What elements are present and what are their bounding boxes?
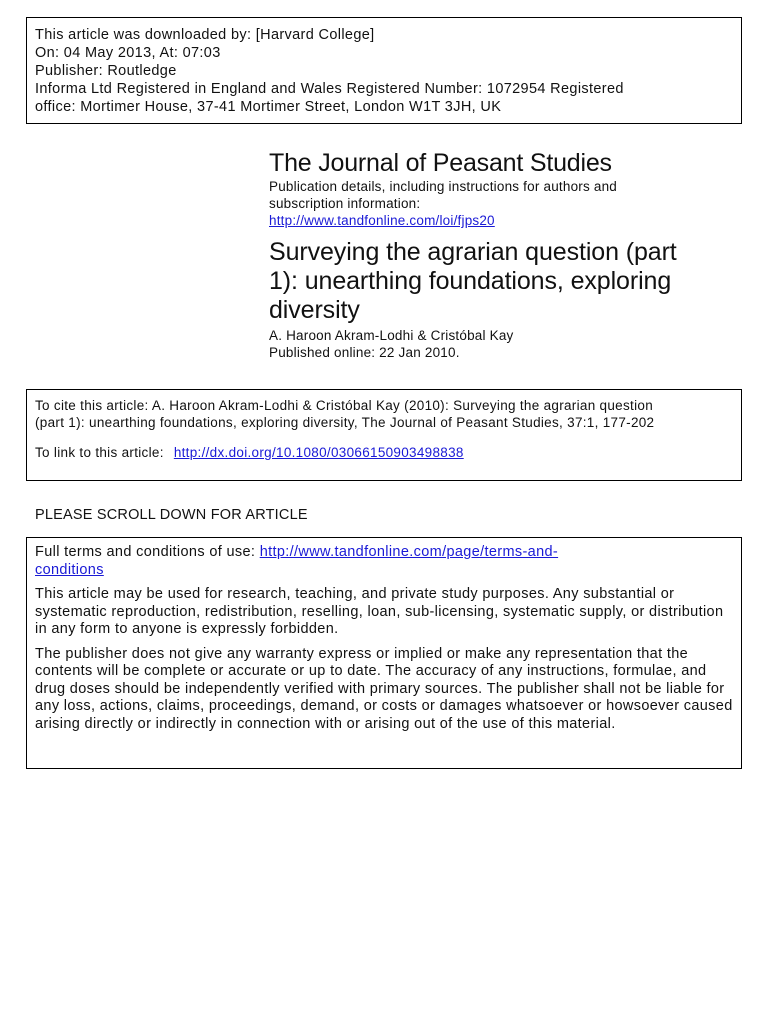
terms-usage-paragraph: This article may be used for research, teaching, and private study purposes. Any substantial or systematic reproduction, redistribution, reselling, loan, sub-licensing, systematic supply, or distribution in any form to anyone is expressly forbidden. xyxy=(35,586,724,637)
journal-url-link[interactable]: http://www.tandfonline.com/loi/fjps20 xyxy=(269,213,495,228)
office-address-line: office: Mortimer House, 37-41 Mortimer Street, London W1T 3JH, UK xyxy=(35,99,502,115)
article-authors: A. Haroon Akram-Lodhi & Cristóbal Kay xyxy=(269,328,514,343)
terms-disclaimer-paragraph: The publisher does not give any warranty express or implied or make any representation that the contents will be complete or accurate or up to date. The accuracy of any instructions, formulae, and drug doses should be independently verified with primary sources. The publisher shall not be liable for any loss, actions, claims, proceedings, demand, or costs or damages whatsoever or howsoever caused arising directly or indirectly in connection with or arising out of the use of this material. xyxy=(35,645,733,732)
terms-box xyxy=(26,537,742,769)
article-published-date: Published online: 22 Jan 2010. xyxy=(269,345,460,360)
article-link-row xyxy=(35,444,733,461)
article-meta xyxy=(269,327,739,361)
citation-box xyxy=(26,389,742,481)
journal-details-line: subscription information: xyxy=(269,196,421,211)
download-date-line: On: 04 May 2013, At: 07:03 xyxy=(35,45,221,61)
journal-title: The Journal of Peasant Studies xyxy=(269,149,612,177)
article-title xyxy=(269,238,739,325)
article-title-line: diversity xyxy=(269,296,360,324)
download-notice-box xyxy=(26,17,742,124)
journal-info xyxy=(269,148,739,229)
article-link-label: To link to this article: xyxy=(35,445,164,460)
citation-line: (part 1): unearthing foundations, exploring diversity, The Journal of Peasant Studies, 37:1, 177-202 xyxy=(35,415,655,430)
citation-line: To cite this article: A. Haroon Akram-Lodhi & Cristóbal Kay (2010): Surveying the agrarian question xyxy=(35,398,653,413)
terms-intro xyxy=(35,544,733,579)
registration-line: Informa Ltd Registered in England and Wales Registered Number: 1072954 Registered xyxy=(35,81,624,97)
terms-url-link[interactable]: http://www.tandfonline.com/page/terms-and- xyxy=(259,544,559,560)
terms-intro-label: Full terms and conditions of use: xyxy=(35,544,256,560)
download-notice-line: This article was downloaded by: [Harvard College] xyxy=(35,27,375,43)
terms-url-link-continued[interactable]: conditions xyxy=(35,561,104,578)
publisher-line: Publisher: Routledge xyxy=(35,63,177,79)
article-title-line: 1): unearthing foundations, exploring xyxy=(269,267,672,295)
doi-link[interactable]: http://dx.doi.org/10.1080/03066150903498838 xyxy=(173,445,464,460)
article-title-line: Surveying the agrarian question (part xyxy=(269,238,677,266)
journal-details-line: Publication details, including instructions for authors and xyxy=(269,179,617,194)
scroll-down-notice: PLEASE SCROLL DOWN FOR ARTICLE xyxy=(35,507,308,523)
